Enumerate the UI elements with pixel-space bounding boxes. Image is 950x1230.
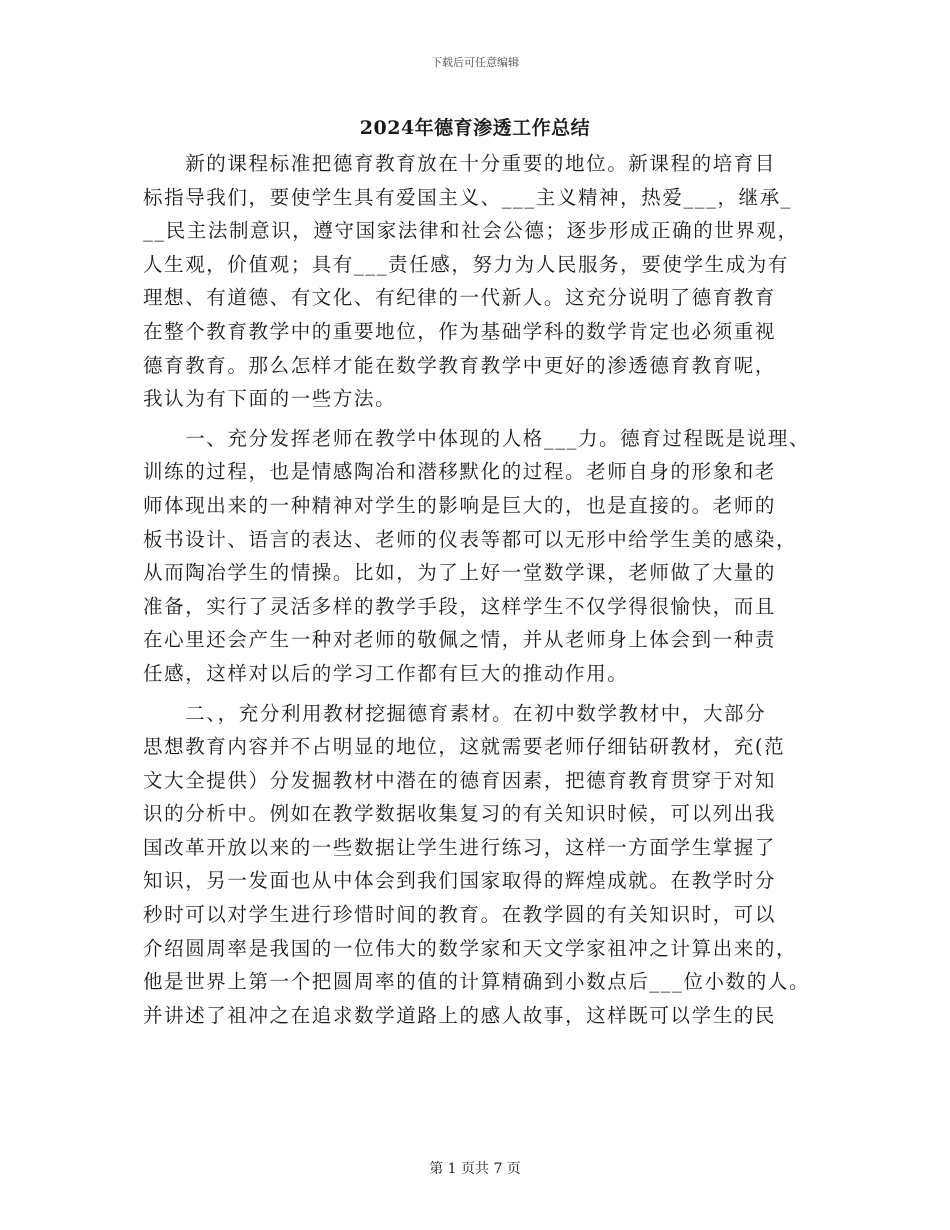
paragraph-3-line-1: 二、，充分利用教材挖掘德育素材。在初中数学教材中，大部分 — [143, 701, 767, 725]
paragraph-3-line-5: 国改革开放以来的一些数据让学生进行练习，这样一方面学生掌握了 — [143, 835, 777, 859]
page-number-footer: 第 1 页共 7 页 — [429, 1161, 521, 1177]
paragraph-3-line-8: 介绍圆周率是我国的一位伟大的数学家和天文学家祖冲之计算出来的， — [143, 936, 798, 960]
paragraph-1-line-1: 新的课程标准把德育教育放在十分重要的地位。新课程的培育目 — [143, 152, 777, 175]
paragraph-2-line-5: 从而陶冶学生的情操。比如，为了上好一堂数学课，老师做了大量的 — [143, 561, 777, 585]
paragraph-2-line-7: 在心里还会产生一种对老师的敬佩之情，并从老师身上体会到一种责 — [143, 628, 777, 652]
paragraph-3-line-2: 思想教育内容并不占明显的地位，这就需要老师仔细钻研教材，充(范 — [143, 735, 786, 759]
paragraph-2-line-2: 训练的过程，也是情感陶冶和潜移默化的过程。老师自身的形象和老 — [143, 460, 777, 484]
paragraph-3-line-6: 知识，另一发面也从中体会到我们国家取得的辉煌成就。在教学时分 — [143, 869, 777, 893]
paragraph-1-line-2: 标指导我们，要使学生具有爱国主义、___主义精神，热爱___，继承_ — [143, 185, 793, 209]
paragraph-2-line-6: 准备，实行了灵活多样的教学手段，这样学生不仅学得很愉快，而且 — [143, 594, 777, 618]
paragraph-2-line-8: 任感，这样对以后的学习工作都有巨大的推动作用。 — [143, 661, 629, 685]
paragraph-3-line-7: 秒时可以对学生进行珍惜时间的教育。在教学圆的有关知识时，可以 — [143, 903, 777, 927]
paragraph-1-line-6: 在整个教育教学中的重要地位，作为基础学科的数学肯定也必须重视 — [143, 319, 777, 343]
paragraph-1-line-4: 人生观，价值观；具有___责任感，努力为人民服务，要使学生成为有 — [143, 252, 789, 276]
paragraph-2-line-4: 板书设计、语言的表达、老师的仪表等都可以无形中给学生美的感染， — [143, 527, 798, 551]
document-title: 2024年德育渗透工作总结 — [359, 117, 591, 139]
paragraph-1-line-3: __民主法制意识，遵守国家法律和社会公德；逐步形成正确的世界观， — [143, 219, 799, 243]
header-note: 下载后可任意编辑 — [431, 56, 519, 69]
document-body — [143, 147, 843, 1032]
paragraph-2-line-1: 一、充分发挥老师在教学中体现的人格___力。德育过程既是说理、 — [143, 426, 811, 450]
paragraph-3-line-3: 文大全提供）分发掘教材中潜在的德育因素，把德育教育贯穿于对知 — [143, 768, 777, 792]
paragraph-3-line-10: 并讲述了祖冲之在追求数学道路上的感人故事，这样既可以学生的民 — [143, 1003, 777, 1027]
paragraph-1-line-5: 理想、有道德、有文化、有纪律的一代新人。这充分说明了德育教育 — [143, 286, 777, 310]
paragraph-3-line-9: 他是世界上第一个把圆周率的值的计算精确到小数点后___位小数的人。 — [143, 970, 811, 994]
paragraph-1-line-8: 我认为有下面的一些方法。 — [143, 387, 397, 411]
paragraph-3-line-4: 识的分析中。例如在教学数据收集复习的有关知识时候，可以列出我 — [143, 802, 777, 826]
paragraph-1-line-7: 德育教育。那么怎样才能在数学教育教学中更好的渗透德育教育呢， — [143, 353, 777, 377]
paragraph-2-line-3: 师体现出来的一种精神对学生的影响是巨大的，也是直接的。老师的 — [143, 493, 777, 517]
